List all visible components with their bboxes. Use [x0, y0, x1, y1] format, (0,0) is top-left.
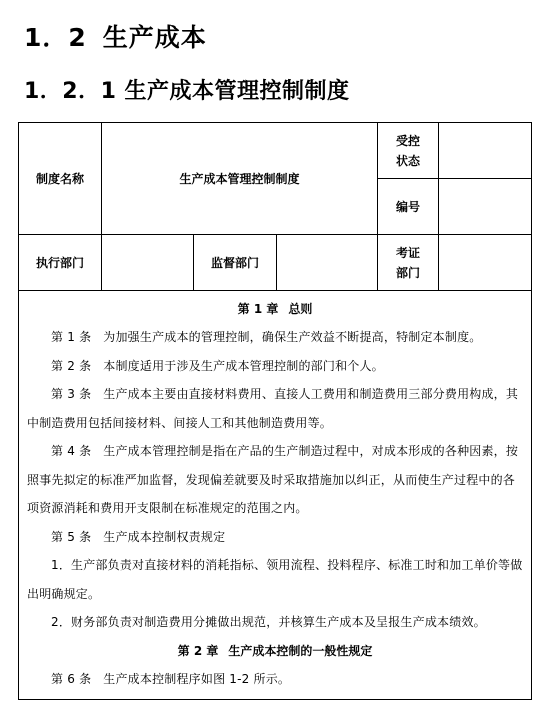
section-number: 1．2 [24, 23, 87, 52]
supervising-dept-value [277, 235, 378, 291]
audit-dept-label: 考证部门 [378, 235, 439, 291]
executing-dept-label: 执行部门 [19, 235, 102, 291]
subsection-number: 1．2．1 [24, 79, 117, 104]
article-paragraph: 第 4 条 生产成本管理控制是指在产品的生产制造过程中，对成本形成的各种因素，按照事先拟定的标准严加监督，发现偏差就要及时采取措施加以纠正，从而使生产过程中的各项资源消耗和费用开支限制在标准规定的范围之内。 [27, 444, 519, 515]
executing-dept-value [102, 235, 194, 291]
chapter-heading: 第 2 章 生产成本控制的一般性规定 [177, 643, 373, 658]
number-value [439, 179, 532, 235]
subsection-title: 生产成本管理控制制度 [124, 79, 350, 104]
article-paragraph: 第 6 条 生产成本控制程序如图 1-2 所示。 [51, 671, 291, 686]
regulation-form-table [18, 122, 532, 700]
regulation-body [19, 291, 532, 700]
section-heading [24, 18, 207, 54]
list-item: 2．财务部负责对制造费用分摊做出规范，并核算生产成本及呈报生产成本绩效。 [51, 615, 486, 629]
article-paragraph: 第 1 条 为加强生产成本的管理控制，确保生产效益不断提高，特制定本制度。 [51, 330, 482, 344]
article-paragraph: 第 3 条 生产成本主要由直接材料费用、直接人工费用和制造费用三部分费用构成，其中制造费用包括间接材料、间接人工和其他制造费用等。 [27, 387, 519, 430]
regulation-name-value: 生产成本管理控制制度 [102, 123, 378, 235]
supervising-dept-label: 监督部门 [194, 235, 277, 291]
section-title: 生产成本 [102, 23, 207, 52]
article-paragraph: 第 2 条 本制度适用于涉及生产成本管理控制的部门和个人。 [51, 358, 384, 373]
number-label: 编号 [378, 179, 439, 235]
article-paragraph: 第 5 条 生产成本控制权责规定 [51, 529, 226, 544]
control-status-label: 受控状态 [378, 123, 439, 179]
subsection-heading [24, 74, 349, 105]
regulation-name-label: 制度名称 [19, 123, 102, 235]
chapter-heading: 第 1 章 总则 [237, 302, 313, 316]
audit-dept-value [439, 235, 532, 291]
list-item: 1．生产部负责对直接材料的消耗指标、领用流程、投料程序、标准工时和加工单价等做出明确规定。 [27, 558, 523, 601]
control-status-value [439, 123, 532, 179]
